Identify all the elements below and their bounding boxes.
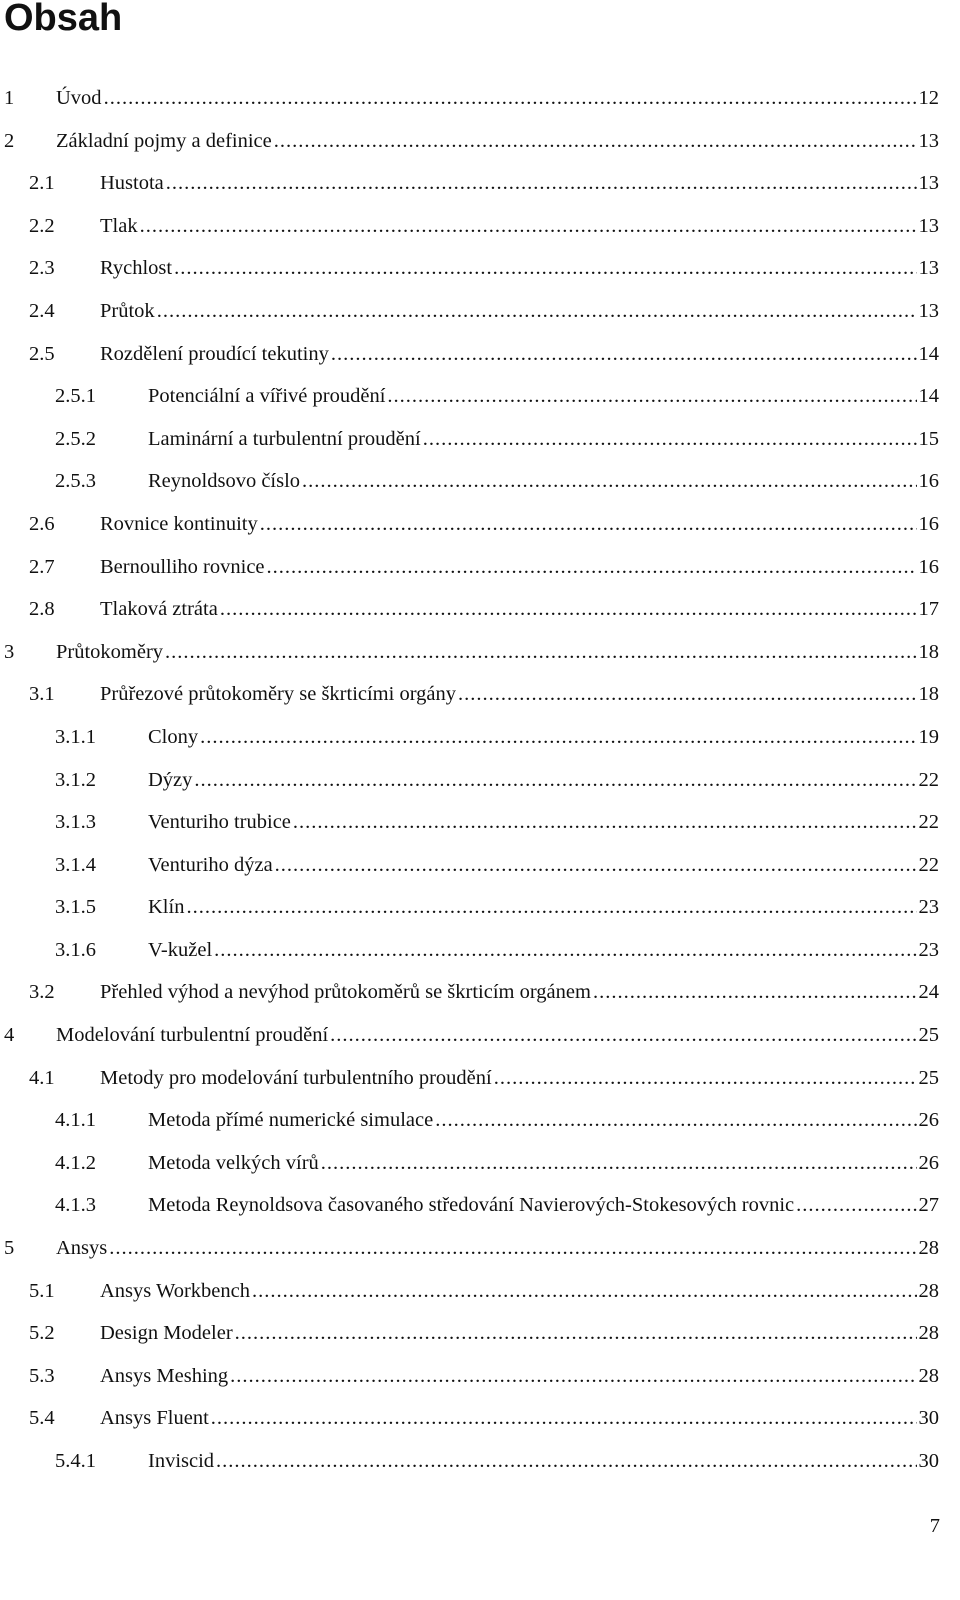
toc-entry-page: 28 [918, 1279, 939, 1302]
toc-entry[interactable] [0, 418, 960, 461]
toc-entry-page: 25 [918, 1024, 939, 1047]
toc-entry-title: Reynoldsovo číslo [148, 470, 301, 493]
toc-entry[interactable] [0, 759, 960, 802]
toc-entry-leader-dots [275, 844, 917, 886]
toc-entry-number: 2.6 [29, 512, 55, 535]
toc-entry[interactable] [0, 333, 960, 376]
toc-entry-number: 3.2 [29, 981, 55, 1004]
toc-entry-line [148, 844, 939, 886]
toc-entry-line [148, 716, 939, 758]
toc-entry-line [148, 375, 939, 417]
toc-entry-line [148, 929, 939, 971]
toc-entry-number: 5.4.1 [55, 1450, 96, 1472]
toc-entry-page: 28 [918, 1237, 939, 1260]
toc-entry-page: 22 [918, 853, 939, 876]
toc-entry-number: 1 [4, 87, 15, 109]
toc-entry-number: 2.3 [29, 257, 55, 280]
toc-entry-line [148, 460, 939, 502]
toc-entry-number: 2.1 [29, 172, 55, 195]
toc-entry-number: 2.4 [29, 299, 55, 322]
toc-entry-title: Základní pojmy a definice [56, 129, 272, 152]
toc-entry[interactable] [0, 1312, 960, 1355]
toc-entry-title: Průtok [100, 299, 155, 322]
toc-entry-number: 3.1.3 [55, 811, 96, 834]
toc-entry-title: Metody pro modelování turbulentního proudění [100, 1066, 492, 1089]
toc-entry[interactable] [0, 1057, 960, 1100]
toc-entry-leader-dots [435, 1099, 916, 1141]
toc-entry-line [100, 333, 939, 375]
toc-entry-leader-dots [458, 673, 916, 715]
toc-entry-number: 5.1 [29, 1279, 55, 1302]
toc-entry-page: 28 [918, 1322, 939, 1345]
toc-entry[interactable] [0, 673, 960, 716]
toc-entry-title: Tlak [100, 214, 138, 237]
toc-entry-number: 3.1.4 [55, 853, 96, 876]
toc-entry-leader-dots [252, 1270, 917, 1312]
toc-entry-leader-dots [104, 77, 917, 119]
toc-entry-title: Přehled výhod a nevýhod průtokoměrů se škrticím orgánem [100, 981, 591, 1004]
toc-entry-line [100, 1312, 939, 1354]
toc-entry-number: 5.3 [29, 1364, 55, 1387]
toc-entry[interactable] [0, 1355, 960, 1398]
toc-entry-line [56, 1014, 939, 1056]
toc-entry-title: Laminární a turbulentní proudění [148, 427, 421, 450]
toc-entry-page: 18 [918, 683, 939, 706]
toc-entry-title: Ansys Meshing [100, 1364, 229, 1387]
toc-entry-page: 16 [918, 555, 939, 578]
toc-entry-leader-dots [796, 1184, 916, 1226]
toc-entry[interactable] [0, 1270, 960, 1313]
toc-entry-page: 26 [918, 1109, 939, 1132]
toc-entry-title: Průřezové průtokoměry se škrticími orgány [100, 683, 457, 706]
toc-entry[interactable] [0, 886, 960, 929]
toc-entry-leader-dots [157, 290, 917, 332]
toc-entry-page: 17 [918, 598, 939, 621]
toc-entry-line [56, 77, 939, 119]
toc-entry[interactable] [0, 205, 960, 248]
toc-entry-leader-dots [494, 1057, 917, 1099]
toc-entry-line [100, 546, 939, 588]
toc-entry-title: Rychlost [100, 257, 173, 280]
toc-entry-page: 23 [918, 896, 939, 919]
toc-entry-line [148, 1142, 939, 1184]
toc-entry-line [100, 1270, 939, 1312]
toc-entry-leader-dots [186, 886, 916, 928]
toc-entry[interactable] [0, 971, 960, 1014]
toc-entry[interactable] [0, 546, 960, 589]
toc-entry-page: 15 [918, 427, 939, 450]
toc-entry-page: 25 [918, 1066, 939, 1089]
toc-entry-line [148, 801, 939, 843]
toc-entry-title: Průtokoměry [56, 640, 164, 663]
toc-entry-page: 13 [918, 214, 939, 237]
toc-entry-line [100, 1355, 939, 1397]
toc-entry-number: 4.1.2 [55, 1151, 96, 1174]
toc-entry-leader-dots [109, 1227, 916, 1269]
toc-entry-line [148, 886, 939, 928]
toc-entry[interactable] [0, 1184, 960, 1227]
toc-entry-leader-dots [293, 801, 917, 843]
toc-entry-number: 4.1 [29, 1066, 55, 1089]
toc-entry-line [100, 162, 939, 204]
toc-entry-title: Venturiho dýza [148, 853, 273, 876]
toc-entry-line [56, 631, 939, 673]
toc-entry-number: 3.1.1 [55, 725, 96, 748]
toc-entry[interactable] [0, 844, 960, 887]
toc-entry-page: 27 [918, 1194, 939, 1217]
toc-entry-title: Tlaková ztráta [100, 598, 218, 621]
toc-entry-number: 2.5.2 [55, 427, 96, 450]
toc-entry-number: 5.4 [29, 1407, 55, 1430]
toc-entry-line [148, 1440, 939, 1482]
toc-entry-title: Metoda velkých vírů [148, 1151, 319, 1174]
toc-entry[interactable] [0, 247, 960, 290]
toc-entry[interactable] [0, 1227, 960, 1270]
toc-entry-title: Clony [148, 725, 199, 748]
toc-entry-page: 12 [918, 87, 939, 109]
toc-entry-line [148, 1099, 939, 1141]
toc-entry-page: 22 [918, 768, 939, 791]
toc-entry-number: 2.5.3 [55, 470, 96, 493]
toc-entry-leader-dots [165, 631, 916, 673]
toc-entry[interactable] [0, 503, 960, 546]
toc-entry[interactable] [0, 162, 960, 205]
toc-entry-title: V-kužel [148, 938, 213, 961]
toc-entry[interactable] [0, 290, 960, 333]
toc-entry-page: 23 [918, 938, 939, 961]
table-of-contents [0, 77, 960, 1483]
toc-entry-page: 14 [918, 342, 939, 365]
toc-entry-line [56, 120, 939, 162]
toc-entry-leader-dots [230, 1355, 916, 1397]
toc-entry[interactable] [0, 929, 960, 972]
toc-entry-number: 4 [4, 1024, 15, 1047]
toc-entry-page: 30 [918, 1450, 939, 1472]
toc-entry-page: 13 [918, 129, 939, 152]
toc-entry[interactable] [0, 1099, 960, 1142]
toc-entry-number: 2.8 [29, 598, 55, 621]
toc-entry-number: 2.5 [29, 342, 55, 365]
toc-entry-leader-dots [267, 546, 917, 588]
toc-entry-line [56, 1227, 939, 1269]
toc-entry-line [100, 1397, 939, 1439]
toc-entry-leader-dots [274, 120, 917, 162]
toc-entry-number: 5 [4, 1237, 15, 1260]
toc-entry[interactable] [0, 375, 960, 418]
toc-entry-number: 3.1.2 [55, 768, 96, 791]
toc-entry-line [100, 247, 939, 289]
toc-entry-line [100, 673, 939, 715]
toc-entry-title: Metoda přímé numerické simulace [148, 1109, 434, 1132]
toc-entry-page: 24 [918, 981, 939, 1004]
toc-entry-page: 13 [918, 299, 939, 322]
toc-entry-number: 3 [4, 640, 15, 663]
toc-entry-title: Klín [148, 896, 185, 919]
toc-entry-leader-dots [321, 1142, 917, 1184]
toc-entry-title: Metoda Reynoldsova časovaného středování Navierových-Stokesových rovnic [148, 1194, 795, 1217]
toc-entry-page: 28 [918, 1364, 939, 1387]
toc-entry[interactable] [0, 1014, 960, 1057]
toc-entry-leader-dots [423, 418, 917, 460]
toc-entry-number: 3.1 [29, 683, 55, 706]
toc-entry-number: 2.2 [29, 214, 55, 237]
toc-entry-title: Modelování turbulentní proudění [56, 1024, 329, 1047]
toc-entry-page: 13 [918, 257, 939, 280]
toc-entry[interactable] [0, 460, 960, 503]
toc-entry-leader-dots [331, 333, 917, 375]
toc-entry-line [100, 1057, 939, 1099]
toc-entry-leader-dots [200, 716, 916, 758]
toc-entry[interactable] [0, 716, 960, 759]
toc-entry[interactable] [0, 588, 960, 631]
toc-entry[interactable] [0, 801, 960, 844]
toc-entry-title: Ansys [56, 1237, 108, 1260]
toc-entry-title: Bernoulliho rovnice [100, 555, 265, 578]
toc-entry-page: 26 [918, 1151, 939, 1174]
toc-entry-leader-dots [387, 375, 916, 417]
toc-entry[interactable] [0, 1397, 960, 1440]
toc-entry-number: 4.1.1 [55, 1109, 96, 1132]
toc-entry-number: 4.1.3 [55, 1194, 96, 1217]
toc-entry-number: 5.2 [29, 1322, 55, 1345]
toc-entry-leader-dots [330, 1014, 916, 1056]
toc-entry-title: Ansys Fluent [100, 1407, 209, 1430]
toc-entry-line [100, 205, 939, 247]
toc-entry[interactable] [0, 631, 960, 674]
toc-entry-leader-dots [593, 971, 917, 1013]
toc-entry[interactable] [0, 120, 960, 163]
toc-entry-page: 14 [918, 385, 939, 408]
toc-entry-title: Design Modeler [100, 1322, 233, 1345]
toc-entry-leader-dots [140, 205, 917, 247]
toc-entry-number: 2.7 [29, 555, 55, 578]
toc-entry-line [100, 971, 939, 1013]
toc-entry-number: 3.1.6 [55, 938, 96, 961]
toc-entry-page: 16 [918, 512, 939, 535]
toc-entry-leader-dots [214, 929, 916, 971]
toc-entry-title: Úvod [56, 87, 102, 109]
toc-entry-number: 2 [4, 129, 15, 152]
toc-entry-page: 16 [918, 470, 939, 493]
toc-entry-title: Ansys Workbench [100, 1279, 250, 1302]
page-number: 7 [929, 1515, 940, 1537]
toc-entry-title: Potenciální a vířivé proudění [148, 385, 386, 408]
toc-entry[interactable] [0, 1440, 960, 1483]
page-title: Obsah [4, 0, 123, 39]
toc-entry[interactable] [0, 77, 960, 120]
toc-entry-leader-dots [235, 1312, 917, 1354]
toc-entry-title: Inviscid [148, 1450, 215, 1472]
toc-entry-title: Dýzy [148, 768, 193, 791]
toc-entry-line [148, 759, 939, 801]
toc-entry[interactable] [0, 1142, 960, 1185]
toc-entry-page: 19 [918, 725, 939, 748]
toc-entry-page: 18 [918, 640, 939, 663]
toc-entry-page: 13 [918, 172, 939, 195]
toc-entry-line [148, 418, 939, 460]
toc-entry-leader-dots [166, 162, 917, 204]
toc-entry-leader-dots [211, 1397, 917, 1439]
toc-entry-line [100, 503, 939, 545]
toc-entry-leader-dots [302, 460, 916, 502]
toc-entry-title: Venturiho trubice [148, 811, 291, 834]
toc-entry-title: Rozdělení proudící tekutiny [100, 342, 329, 365]
toc-entry-leader-dots [216, 1440, 916, 1482]
toc-entry-number: 3.1.5 [55, 896, 96, 919]
toc-entry-number: 2.5.1 [55, 385, 96, 408]
toc-entry-title: Rovnice kontinuity [100, 512, 258, 535]
toc-entry-leader-dots [260, 503, 917, 545]
toc-entry-title: Hustota [100, 172, 164, 195]
toc-entry-leader-dots [194, 759, 916, 801]
toc-entry-line [100, 588, 939, 630]
toc-entry-leader-dots [174, 247, 916, 289]
toc-entry-page: 22 [918, 811, 939, 834]
toc-entry-page: 30 [918, 1407, 939, 1430]
toc-entry-line [148, 1184, 939, 1226]
toc-entry-line [100, 290, 939, 332]
toc-entry-leader-dots [220, 588, 917, 630]
